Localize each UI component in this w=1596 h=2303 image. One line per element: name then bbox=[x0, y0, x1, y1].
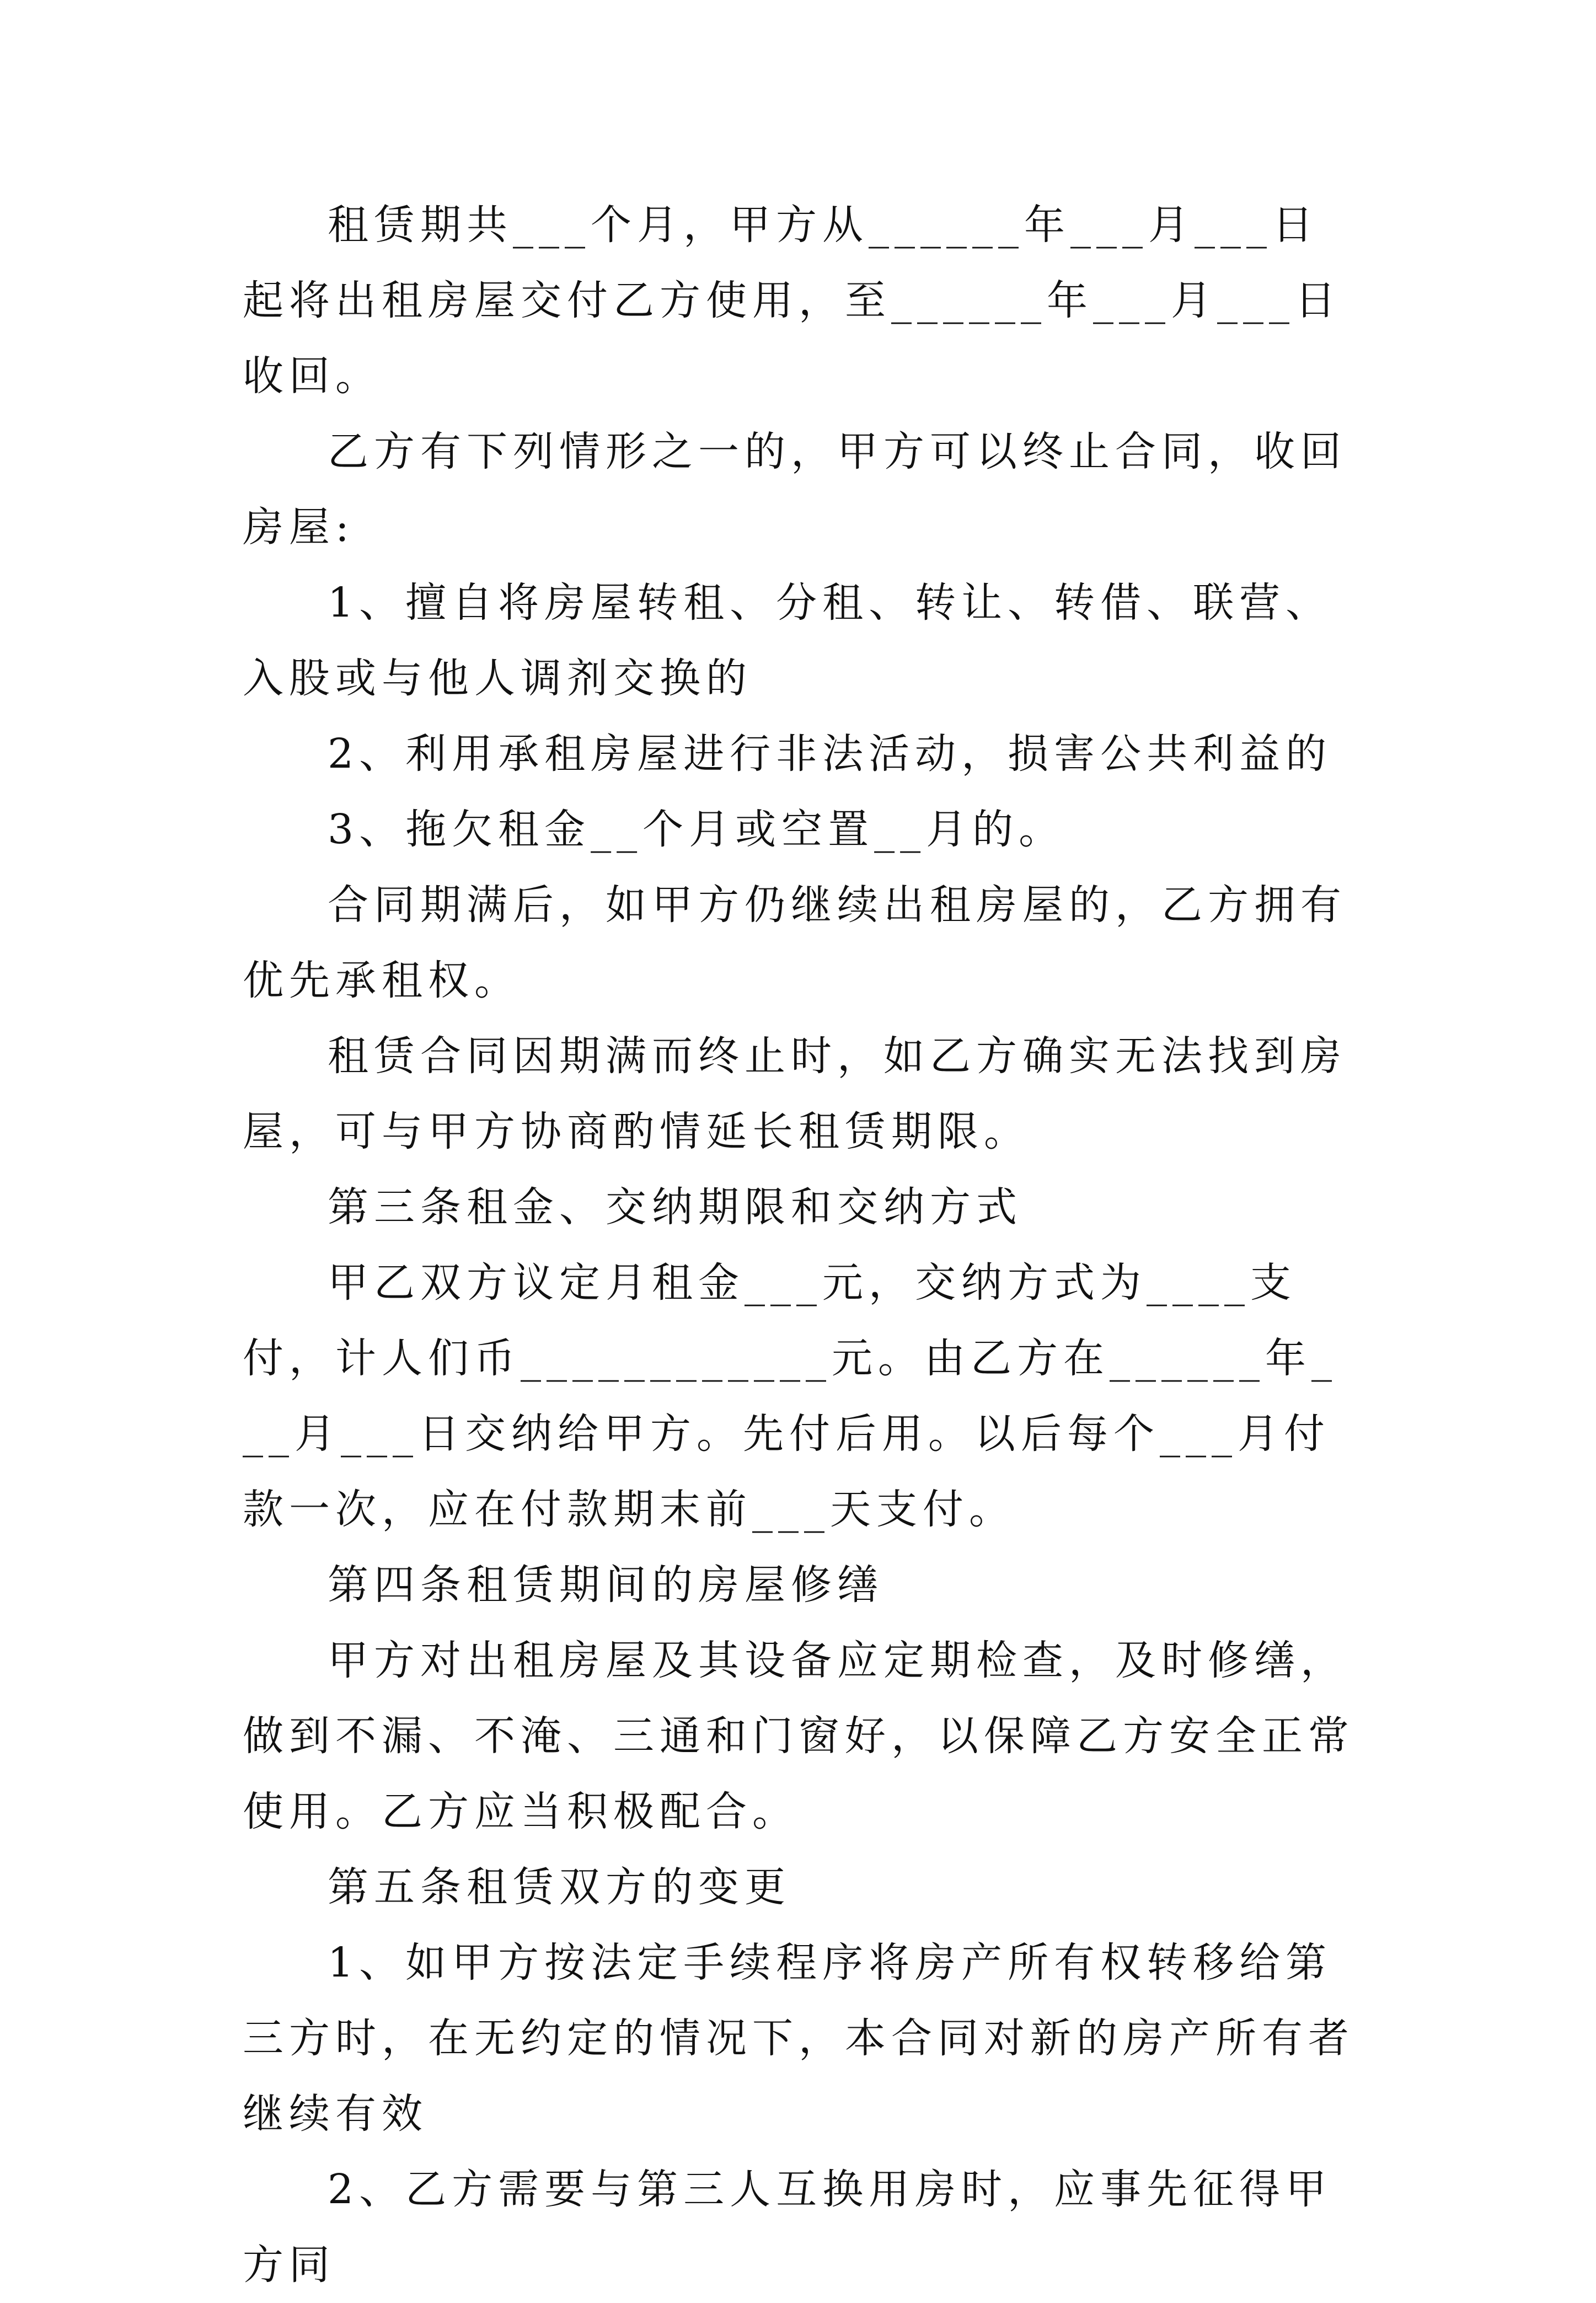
paragraph-condition-1: 1、擅自将房屋转租、分租、转让、转借、联营、入股或与他人调剂交换的 bbox=[243, 579, 1332, 702]
paragraph-change-1: 1、如甲方按法定手续程序将房产所有权转移给第三方时，在无约定的情况下，本合同对新的房产所有者继续有效 bbox=[243, 1939, 1354, 2138]
paragraph-change-2: 2、乙方需要与第三人互换用房时，应事先征得甲方同 bbox=[243, 2166, 1332, 2289]
paragraph-condition-3: 3、拖欠租金__个月或空置__月的。 bbox=[328, 806, 1065, 853]
paragraph-priority-renewal: 合同期满后，如甲方仍继续出租房屋的，乙方拥有优先承租权。 bbox=[243, 881, 1347, 1004]
section-heading-article-3: 第三条租金、交纳期限和交纳方式 bbox=[328, 1183, 1022, 1231]
document-body bbox=[243, 188, 1357, 2303]
paragraph-termination-conditions: 乙方有下列情形之一的，甲方可以终止合同，收回房屋: bbox=[243, 428, 1347, 551]
section-heading-article-5: 第五条租赁双方的变更 bbox=[328, 1863, 791, 1911]
paragraph-repairs: 甲方对出租房屋及其设备应定期检查，及时修缮，做到不漏、不淹、三通和门窗好，以保障乙方安全正常使用。乙方应当积极配合。 bbox=[243, 1637, 1354, 1835]
paragraph-extension: 租赁合同因期满而终止时，如乙方确实无法找到房屋，可与甲方协商酌情延长租赁期限。 bbox=[243, 1032, 1347, 1155]
paragraph-rent-payment: 甲乙双方议定月租金___元，交纳方式为____支付，计人们币____________元。由乙方在______年___月___日交纳给甲方。先付后用。以后每个___月付款一次，应在付款期末前___天支付。 bbox=[243, 1259, 1337, 1533]
section-heading-article-4: 第四条租赁期间的房屋修缮 bbox=[328, 1561, 883, 1609]
paragraph-lease-term: 租赁期共___个月，甲方从______年___月___日起将出租房屋交付乙方使用，至______年___月___日收回。 bbox=[243, 201, 1341, 400]
paragraph-condition-2: 2、利用承租房屋进行非法活动，损害公共利益的 bbox=[328, 730, 1332, 778]
